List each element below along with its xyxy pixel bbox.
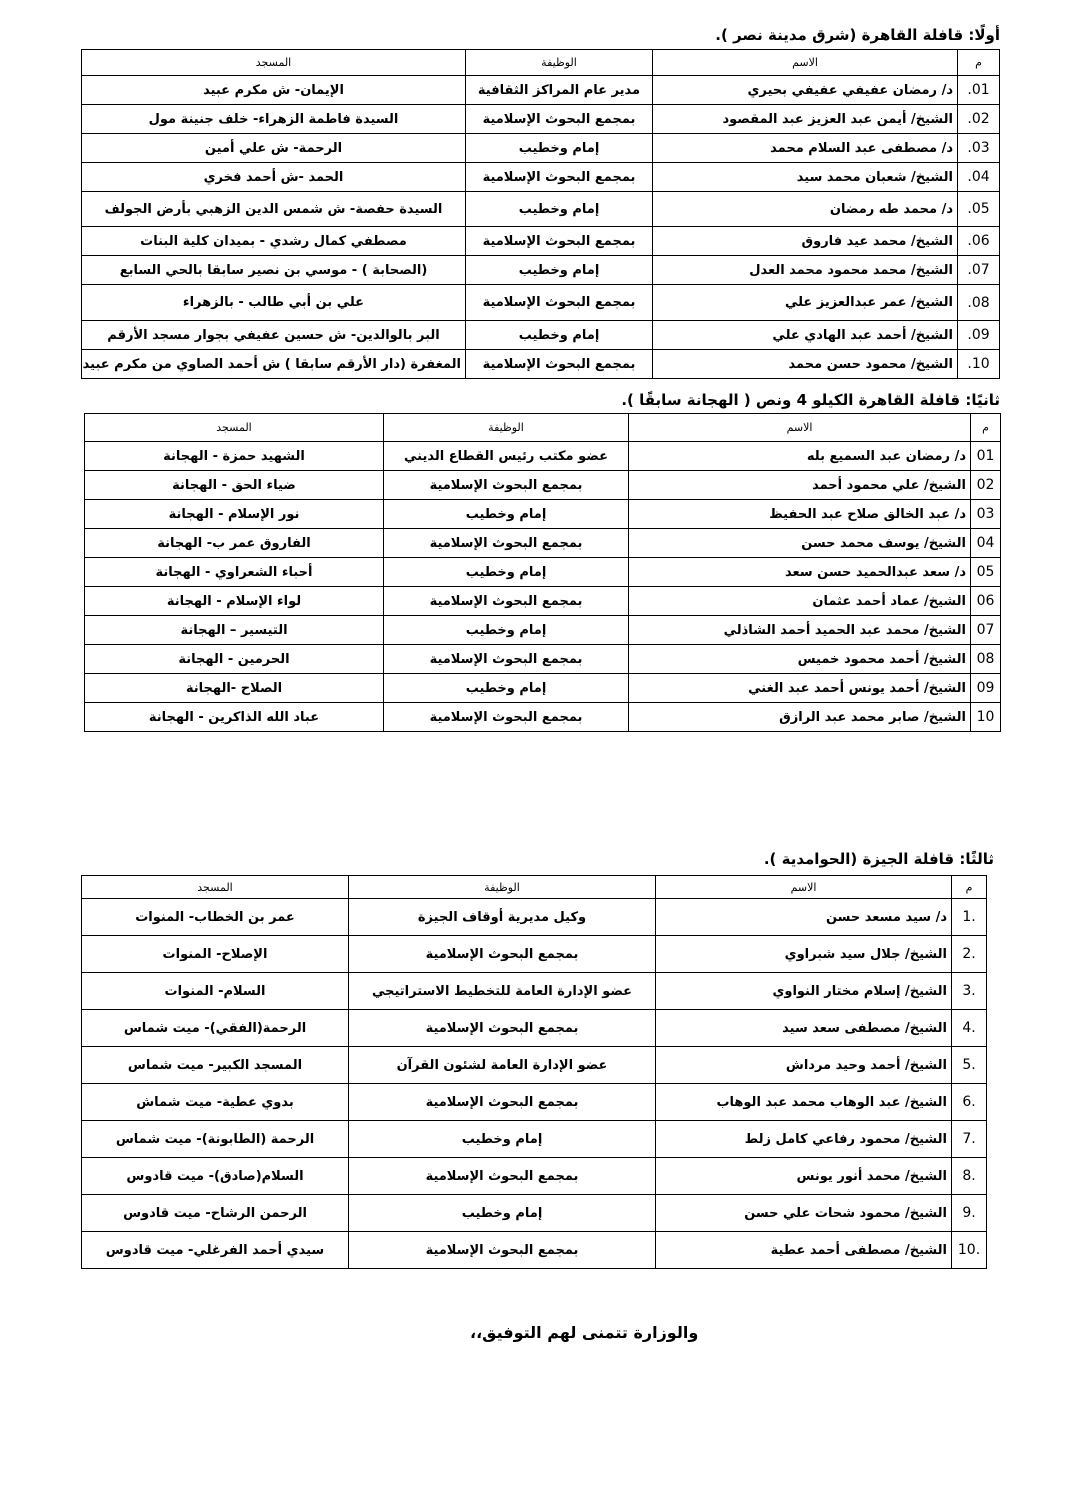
table-row (82, 973, 987, 1010)
mosque-name: الرحمة- ش علي أمين (82, 134, 466, 163)
header-job: الوظيفة (349, 876, 656, 899)
person-name: الشيخ/ محمد عبد الحميد أحمد الشاذلي (629, 616, 971, 645)
row-number: 09 (971, 674, 1001, 703)
row-number: 10 (971, 703, 1001, 732)
job-title: بمجمع البحوث الإسلامية (466, 285, 653, 321)
table-row (85, 558, 1001, 587)
section-3-table (81, 875, 987, 1269)
job-title: بمجمع البحوث الإسلامية (349, 936, 656, 973)
table-header-row (82, 50, 1000, 76)
person-name: د/ مصطفى عبد السلام محمد (653, 134, 958, 163)
mosque-name: التيسير – الهجانة (85, 616, 384, 645)
row-number: .1 (952, 899, 987, 936)
job-title: بمجمع البحوث الإسلامية (384, 529, 629, 558)
table-row (85, 529, 1001, 558)
job-title: بمجمع البحوث الإسلامية (466, 105, 653, 134)
section-1-title: أولًا: قافلة القاهرة (شرق مدينة نصر ). (715, 26, 1000, 44)
table-row (82, 76, 1000, 105)
person-name: الشيخ/ أيمن عبد العزيز عبد المقصود (653, 105, 958, 134)
row-number: 03 (971, 500, 1001, 529)
person-name: الشيخ/ إسلام مختار النواوي (656, 973, 952, 1010)
header-num: م (958, 50, 1000, 76)
person-name: الشيخ/ أحمد وحيد مرداش (656, 1047, 952, 1084)
row-number: .5 (952, 1047, 987, 1084)
person-name: الشيخ/ عماد أحمد عثمان (629, 587, 971, 616)
person-name: الشيخ/ أحمد محمود خميس (629, 645, 971, 674)
table-row (82, 1121, 987, 1158)
table-header-row (82, 876, 987, 899)
job-title: إمام وخطيب (349, 1195, 656, 1232)
mosque-name: لواء الإسلام - الهجانة (85, 587, 384, 616)
row-number: 08 (971, 645, 1001, 674)
table-row (85, 645, 1001, 674)
header-name: الاسم (629, 414, 971, 442)
row-number: 03. (958, 134, 1000, 163)
row-number: 06 (971, 587, 1001, 616)
person-name: الشيخ/ محمد محمود محمد العدل (653, 256, 958, 285)
row-number: .7 (952, 1121, 987, 1158)
table-row (82, 285, 1000, 321)
header-mosque: المسجد (82, 876, 349, 899)
table-row (82, 134, 1000, 163)
table-header-row (85, 414, 1001, 442)
row-number: 01 (971, 442, 1001, 471)
row-number: .10 (952, 1232, 987, 1269)
row-number: .4 (952, 1010, 987, 1047)
mosque-name: السيدة فاطمة الزهراء- خلف جنينة مول (82, 105, 466, 134)
mosque-name: المسجد الكبير- ميت شماس (82, 1047, 349, 1084)
table-row (85, 703, 1001, 732)
mosque-name: (الصحابة ) - موسي بن نصير سابقا بالحي السابع (82, 256, 466, 285)
row-number: 08. (958, 285, 1000, 321)
job-title: بمجمع البحوث الإسلامية (349, 1084, 656, 1121)
header-name: الاسم (653, 50, 958, 76)
person-name: الشيخ/ يوسف محمد حسن (629, 529, 971, 558)
job-title: بمجمع البحوث الإسلامية (349, 1010, 656, 1047)
mosque-name: الرحمة (الطابونة)- ميت شماس (82, 1121, 349, 1158)
job-title: وكيل مديرية أوقاف الجيزة (349, 899, 656, 936)
table-row (85, 471, 1001, 500)
table-row (82, 227, 1000, 256)
section-2-title: ثانيًا: قافلة القاهرة الكيلو 4 ونص ( الهجانة سابقًا ). (621, 391, 1000, 409)
header-num: م (971, 414, 1001, 442)
mosque-name: المغفرة (دار الأرقم سابقا ) ش أحمد الصاوي من مكرم عبيد (82, 350, 466, 379)
mosque-name: البر بالوالدين- ش حسين عفيفي بجوار مسجد الأرقم (82, 321, 466, 350)
mosque-name: أحباء الشعراوي - الهجانة (85, 558, 384, 587)
table-row (82, 256, 1000, 285)
person-name: الشيخ/ جلال سيد شبراوي (656, 936, 952, 973)
row-number: 07 (971, 616, 1001, 645)
mosque-name: بدوي عطية- ميت شماش (82, 1084, 349, 1121)
row-number: 09. (958, 321, 1000, 350)
row-number: .2 (952, 936, 987, 973)
job-title: بمجمع البحوث الإسلامية (349, 1158, 656, 1195)
mosque-name: الفاروق عمر ب- الهجانة (85, 529, 384, 558)
header-mosque: المسجد (82, 50, 466, 76)
person-name: الشيخ/ عبد الوهاب محمد عبد الوهاب (656, 1084, 952, 1121)
table-row (82, 1232, 987, 1269)
row-number: .9 (952, 1195, 987, 1232)
person-name: الشيخ/ أحمد عبد الهادي علي (653, 321, 958, 350)
person-name: د/ سيد مسعد حسن (656, 899, 952, 936)
person-name: الشيخ/ صابر محمد عبد الرازق (629, 703, 971, 732)
row-number: 05 (971, 558, 1001, 587)
closing-note: والوزارة تتمنى لهم التوفيق،، (470, 1323, 699, 1342)
table-row (82, 192, 1000, 227)
person-name: الشيخ/ عمر عبدالعزيز علي (653, 285, 958, 321)
mosque-name: ضياء الحق - الهجانة (85, 471, 384, 500)
job-title: إمام وخطيب (384, 674, 629, 703)
row-number: 07. (958, 256, 1000, 285)
mosque-name: الإيمان- ش مكرم عبيد (82, 76, 466, 105)
job-title: بمجمع البحوث الإسلامية (384, 703, 629, 732)
mosque-name: نور الإسلام - الهجانة (85, 500, 384, 529)
job-title: إمام وخطيب (466, 192, 653, 227)
mosque-name: علي بن أبي طالب - بالزهراء (82, 285, 466, 321)
person-name: الشيخ/ محمد أنور يونس (656, 1158, 952, 1195)
job-title: إمام وخطيب (384, 500, 629, 529)
mosque-name: سيدي أحمد الفرغلي- ميت قادوس (82, 1232, 349, 1269)
mosque-name: الحمد -ش أحمد فخري (82, 163, 466, 192)
mosque-name: الرحمن الرشاح- ميت قادوس (82, 1195, 349, 1232)
job-title: إمام وخطيب (384, 616, 629, 645)
job-title: إمام وخطيب (466, 321, 653, 350)
job-title: إمام وخطيب (349, 1121, 656, 1158)
job-title: بمجمع البحوث الإسلامية (466, 163, 653, 192)
header-job: الوظيفة (466, 50, 653, 76)
mosque-name: الصلاح -الهجانة (85, 674, 384, 703)
mosque-name: السلام- المنوات (82, 973, 349, 1010)
person-name: الشيخ/ مصطفى سعد سيد (656, 1010, 952, 1047)
mosque-name: الشهيد حمزة - الهجانة (85, 442, 384, 471)
row-number: 04. (958, 163, 1000, 192)
row-number: 02 (971, 471, 1001, 500)
job-title: إمام وخطيب (384, 558, 629, 587)
row-number: 02. (958, 105, 1000, 134)
mosque-name: الإصلاح- المنوات (82, 936, 349, 973)
table-row (82, 1084, 987, 1121)
row-number: 01. (958, 76, 1000, 105)
table-row (82, 1195, 987, 1232)
person-name: د/ محمد طه رمضان (653, 192, 958, 227)
job-title: إمام وخطيب (466, 256, 653, 285)
job-title: بمجمع البحوث الإسلامية (384, 471, 629, 500)
header-name: الاسم (656, 876, 952, 899)
table-row (82, 321, 1000, 350)
header-mosque: المسجد (85, 414, 384, 442)
job-title: بمجمع البحوث الإسلامية (349, 1232, 656, 1269)
job-title: بمجمع البحوث الإسلامية (466, 227, 653, 256)
row-number: 04 (971, 529, 1001, 558)
table-row (85, 674, 1001, 703)
table-row (82, 899, 987, 936)
table-row (82, 1158, 987, 1195)
header-job: الوظيفة (384, 414, 629, 442)
person-name: الشيخ/ محمود رفاعي كامل زلط (656, 1121, 952, 1158)
section-3-title: ثالثًا: قافلة الجيزة (الحوامدية ). (763, 850, 994, 868)
section-1-table (81, 49, 1000, 379)
person-name: الشيخ/ محمود حسن محمد (653, 350, 958, 379)
person-name: الشيخ/ علي محمود أحمد (629, 471, 971, 500)
job-title: بمجمع البحوث الإسلامية (384, 587, 629, 616)
table-row (85, 500, 1001, 529)
person-name: الشيخ/ محمود شحات علي حسن (656, 1195, 952, 1232)
table-row (82, 105, 1000, 134)
row-number: 05. (958, 192, 1000, 227)
person-name: الشيخ/ شعبان محمد سيد (653, 163, 958, 192)
mosque-name: مصطفي كمال رشدي - بميدان كلية البنات (82, 227, 466, 256)
table-row (82, 936, 987, 973)
person-name: د/ رمضان عبد السميع بله (629, 442, 971, 471)
table-row (82, 1047, 987, 1084)
row-number: .3 (952, 973, 987, 1010)
job-title: عضو الإدارة العامة لشئون القرآن (349, 1047, 656, 1084)
header-num: م (952, 876, 987, 899)
table-row (85, 616, 1001, 645)
person-name: الشيخ/ مصطفى أحمد عطية (656, 1232, 952, 1269)
mosque-name: الحرمين - الهجانة (85, 645, 384, 674)
person-name: د/ سعد عبدالحميد حسن سعد (629, 558, 971, 587)
job-title: مدير عام المراكز الثقافية (466, 76, 653, 105)
person-name: د/ رمضان عفيفي عفيفي بحيري (653, 76, 958, 105)
row-number: 10. (958, 350, 1000, 379)
job-title: بمجمع البحوث الإسلامية (466, 350, 653, 379)
person-name: الشيخ/ أحمد يونس أحمد عبد الغني (629, 674, 971, 703)
section-2-table (84, 413, 1001, 732)
job-title: عضو مكتب رئيس القطاع الديني (384, 442, 629, 471)
table-row (85, 442, 1001, 471)
job-title: إمام وخطيب (466, 134, 653, 163)
person-name: الشيخ/ محمد عيد فاروق (653, 227, 958, 256)
table-row (85, 587, 1001, 616)
mosque-name: الرحمة(الفقي)- ميت شماس (82, 1010, 349, 1047)
job-title: بمجمع البحوث الإسلامية (384, 645, 629, 674)
row-number: .8 (952, 1158, 987, 1195)
mosque-name: السيدة حفصة- ش شمس الدين الزهبي بأرض الجولف (82, 192, 466, 227)
person-name: د/ عبد الخالق صلاح عبد الحفيظ (629, 500, 971, 529)
mosque-name: السلام(صادق)- ميت قادوس (82, 1158, 349, 1195)
mosque-name: عباد الله الذاكرين - الهجانة (85, 703, 384, 732)
row-number: .6 (952, 1084, 987, 1121)
mosque-name: عمر بن الخطاب- المنوات (82, 899, 349, 936)
table-row (82, 163, 1000, 192)
row-number: 06. (958, 227, 1000, 256)
job-title: عضو الإدارة العامة للتخطيط الاستراتيجي (349, 973, 656, 1010)
table-row (82, 350, 1000, 379)
table-row (82, 1010, 987, 1047)
